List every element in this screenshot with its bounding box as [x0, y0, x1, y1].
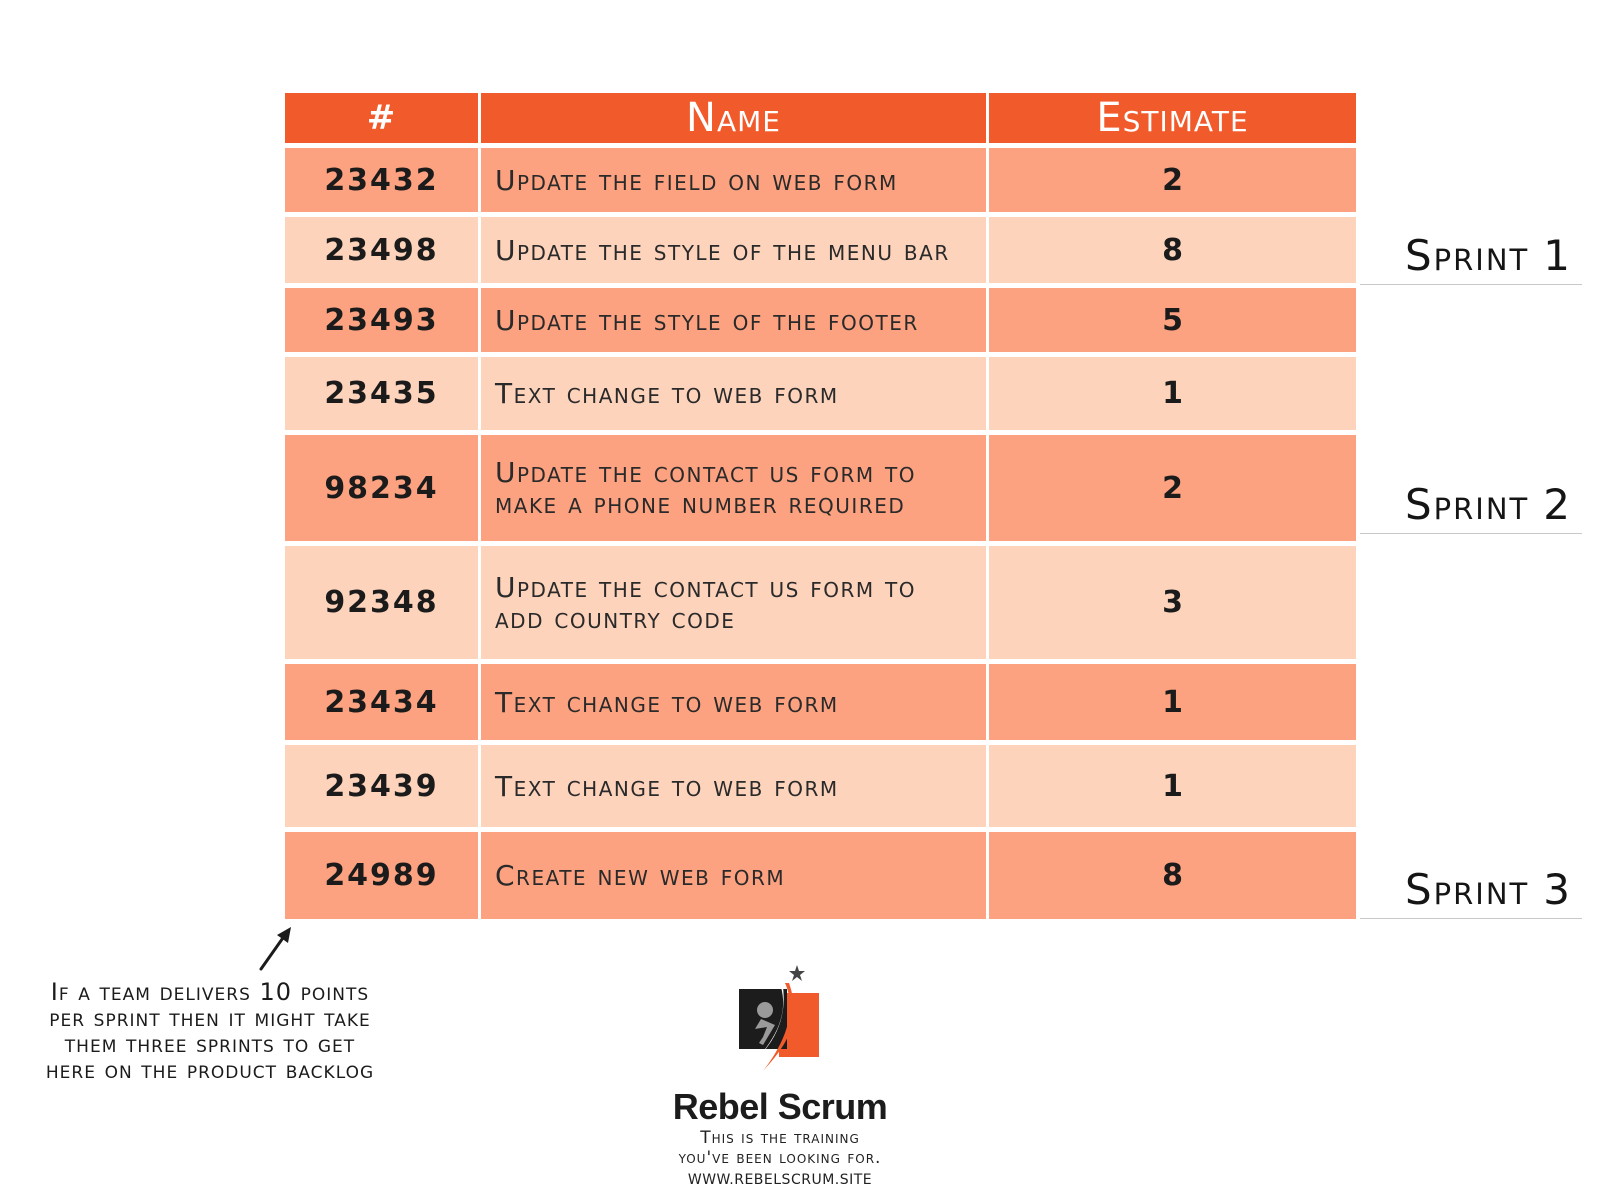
backlog-table: [285, 93, 1356, 918]
row-name: [481, 357, 986, 430]
tagline-line-1: This is the training: [700, 1128, 860, 1148]
header-id: #: [285, 93, 478, 143]
website-url: WWW.REBELSCRUM.SITE: [687, 1172, 873, 1188]
row-name-line: make a phone number required: [495, 487, 906, 520]
row-name-line: Update the field on web form: [495, 163, 898, 197]
row-name-line: Update the contact us form to: [495, 570, 917, 604]
row-id: 23439: [285, 745, 478, 827]
row-name-line: add country code: [495, 601, 736, 635]
row-name: [481, 217, 986, 283]
sprint-2-marker: [1360, 477, 1582, 534]
sprint-label: Sprint: [1405, 865, 1530, 914]
row-name-line: Create new web form: [495, 859, 786, 892]
row-estimate: 1: [989, 745, 1356, 827]
row-estimate: 1: [989, 664, 1356, 740]
row-name: [481, 148, 986, 212]
tagline-line-2: you've been looking for.: [678, 1148, 882, 1168]
row-estimate: 3: [989, 546, 1356, 659]
row-name-line: Update the style of the footer: [495, 303, 919, 337]
brand-name: Rebel Scrum: [672, 1086, 888, 1127]
row-id: 23493: [285, 288, 478, 352]
row-id: 23432: [285, 148, 478, 212]
row-estimate: 5: [989, 288, 1356, 352]
sprint-number: 3: [1543, 865, 1572, 914]
velocity-note: If a team delivers 10 points per sprint then it might take them three sprints to get here on the product backlog: [45, 978, 375, 1084]
sprint-3-marker: [1360, 862, 1582, 919]
rebel-scrum-logo: [640, 965, 920, 1188]
row-name: [481, 664, 986, 740]
row-name: [481, 435, 986, 541]
row-name: [481, 288, 986, 352]
sprint-label: Sprint: [1405, 480, 1530, 529]
row-estimate: 1: [989, 357, 1356, 430]
sprint-label: Sprint: [1405, 231, 1530, 280]
row-name-line: Update the style of the menu bar: [495, 233, 950, 267]
row-name: [481, 546, 986, 659]
row-estimate: 2: [989, 435, 1356, 541]
row-id: 98234: [285, 435, 478, 541]
sprint-number: 2: [1543, 480, 1572, 529]
row-name: [481, 832, 986, 919]
rebel-scrum-emblem-icon: [725, 965, 835, 1080]
sprint-number: 1: [1543, 231, 1572, 280]
row-estimate: 2: [989, 148, 1356, 212]
arrow-up-right-icon: [255, 925, 295, 975]
row-name-line: Text change to web form: [495, 685, 839, 719]
header-name: Name: [481, 93, 986, 143]
header-estimate: Estimate: [989, 93, 1356, 143]
row-id: 23498: [285, 217, 478, 283]
row-name-line: Text change to web form: [495, 377, 839, 410]
row-name: [481, 745, 986, 827]
sprint-1-marker: [1360, 228, 1582, 285]
row-name-line: Text change to web form: [495, 769, 839, 803]
row-id: 23434: [285, 664, 478, 740]
row-name-line: Update the contact us form to: [495, 456, 917, 489]
row-estimate: 8: [989, 832, 1356, 919]
row-id: 92348: [285, 546, 478, 659]
row-estimate: 8: [989, 217, 1356, 283]
row-id: 23435: [285, 357, 478, 430]
row-id: 24989: [285, 832, 478, 919]
